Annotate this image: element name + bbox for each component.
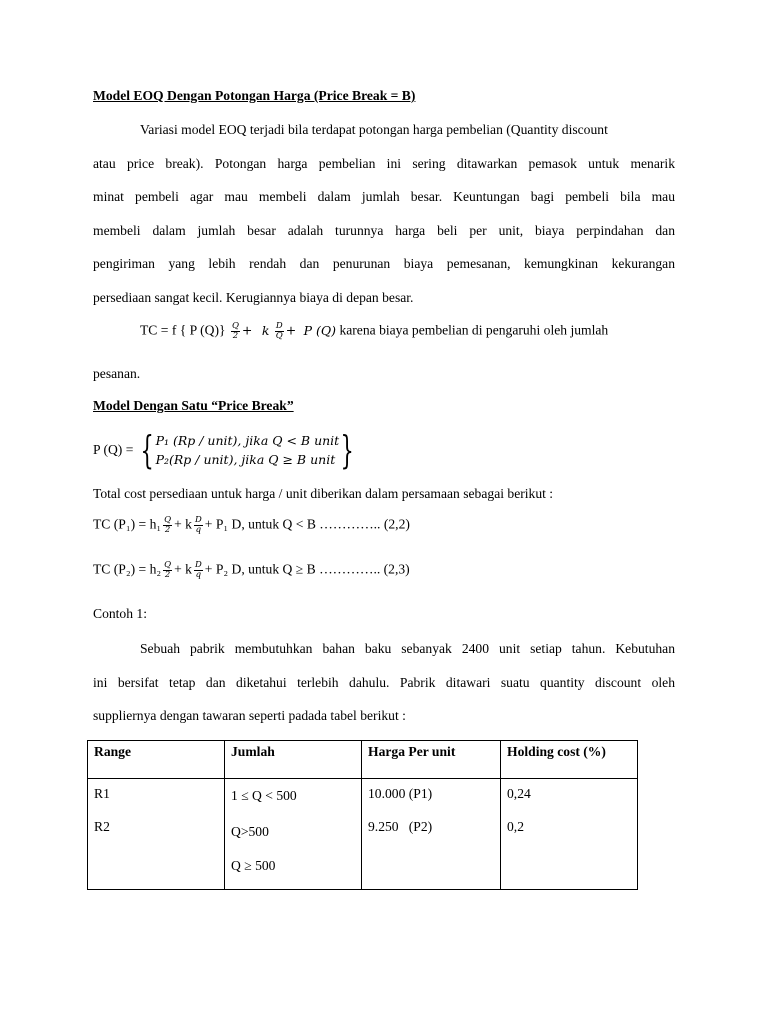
paragraph-line: persediaan sangat kecil. Kerugiannya biaya di depan besar. — [93, 289, 414, 305]
table-row — [88, 779, 638, 890]
paragraph-line: Variasi model EOQ terjadi bila terdapat potongan harga pembelian (Quantity discount — [140, 122, 608, 137]
table-header-range: Range — [88, 741, 225, 779]
table-cell-holding: 0,24 0,2 — [501, 779, 638, 890]
fraction-d-over-q: $\frac{D}{q}$ — [194, 515, 202, 535]
heading-single-price-break: Model Dengan Satu “Price Break” — [93, 398, 294, 413]
paragraph-line: suppliernya dengan tawaran seperti padada tabel berikut : — [93, 708, 406, 724]
tc-formula: TC = f { P (Q)} $\frac{Q}{2}$ + k $\frac{D}{Q}$ + P (Q) karena biaya pembelian di pengaruhi oleh jumlah — [140, 321, 609, 341]
example-label: Contoh 1: — [93, 606, 148, 621]
equation-2-3: TC (P₂) = h₂ $\frac{Q}{2}$ + k $\frac{D}{q}$ + P₂ D, untuk Q ≥ B ………….. (2,3) — [93, 560, 410, 580]
table-header-holding: Holding cost (%) — [501, 741, 638, 779]
table-header-harga: Harga Per unit — [362, 741, 501, 779]
table-header-row — [88, 741, 638, 779]
table-cell-jumlah: 1 ≤ Q < 500 Q>500 Q ≥ 500 — [225, 779, 362, 890]
left-brace: { — [140, 428, 155, 472]
pq-cases — [156, 431, 340, 469]
price-break-table — [87, 740, 638, 890]
table-header-jumlah: Jumlah — [225, 741, 362, 779]
paragraph-example — [93, 632, 675, 733]
pq-case-1: P₁ (Rp / unit), jika Q < B unit — [155, 433, 340, 448]
pq-definition — [93, 428, 359, 472]
fraction-d-over-q: $\frac{D}{q}$ — [194, 560, 202, 580]
equation-2-2: TC (P₁) = h₁ $\frac{Q}{2}$ + k $\frac{D}{q}$ + P₁ D, untuk Q < B ………….. (2,2) — [93, 515, 410, 535]
pq-case-2: P₂(Rp / unit), jika Q ≥ B unit — [155, 452, 336, 467]
tc-formula-prefix: TC = f { P (Q)} — [140, 322, 226, 338]
fraction-d-over-q: $\frac{D}{Q}$ — [275, 321, 283, 341]
pq-definition-lhs: P (Q) = — [93, 442, 134, 457]
heading-eoq-price-break: Model EOQ Dengan Potongan Harga (Price Break = B) — [93, 88, 416, 103]
tc-formula-continuation: pesanan. — [93, 366, 141, 381]
paragraph-line: membeli dalam jumlah besar adalah turunnya harga beli per unit, biaya perpindahan dan — [93, 222, 675, 238]
paragraph-line: Sebuah pabrik membutuhkan bahan baku sebanyak 2400 unit setiap tahun. Kebutuhan — [140, 641, 675, 656]
fraction-q-over-2: $\frac{Q}{2}$ — [231, 321, 239, 341]
tc-formula-suffix: karena biaya pembelian di pengaruhi oleh jumlah — [339, 322, 609, 338]
total-cost-intro: Total cost persediaan untuk harga / unit diberikan dalam persamaan sebagai berikut : — [93, 486, 554, 501]
paragraph-line: pengiriman yang lebih rendah dan penurunan biaya pemesanan, kemungkinan kekurangan — [93, 256, 675, 272]
right-brace: } — [340, 428, 354, 472]
paragraph-line: atau price break). Potongan harga pembelian ini sering ditawarkan pemasok untuk menarik — [93, 155, 675, 171]
fraction-q-over-2: $\frac{Q}{2}$ — [164, 515, 172, 535]
paragraph-intro — [93, 113, 675, 315]
table-cell-range: R1 R2 — [88, 779, 225, 890]
paragraph-line: minat pembeli agar mau membeli dalam jumlah besar. Keuntungan bagi pembeli bila mau — [93, 189, 675, 205]
paragraph-line: ini bersifat tetap dan diketahui terlebih dahulu. Pabrik ditawari suatu quantity discount oleh — [93, 674, 675, 690]
fraction-q-over-2: $\frac{Q}{2}$ — [164, 560, 172, 580]
table-cell-harga: 10.000 (P1) 9.250 (P2) — [362, 779, 501, 890]
